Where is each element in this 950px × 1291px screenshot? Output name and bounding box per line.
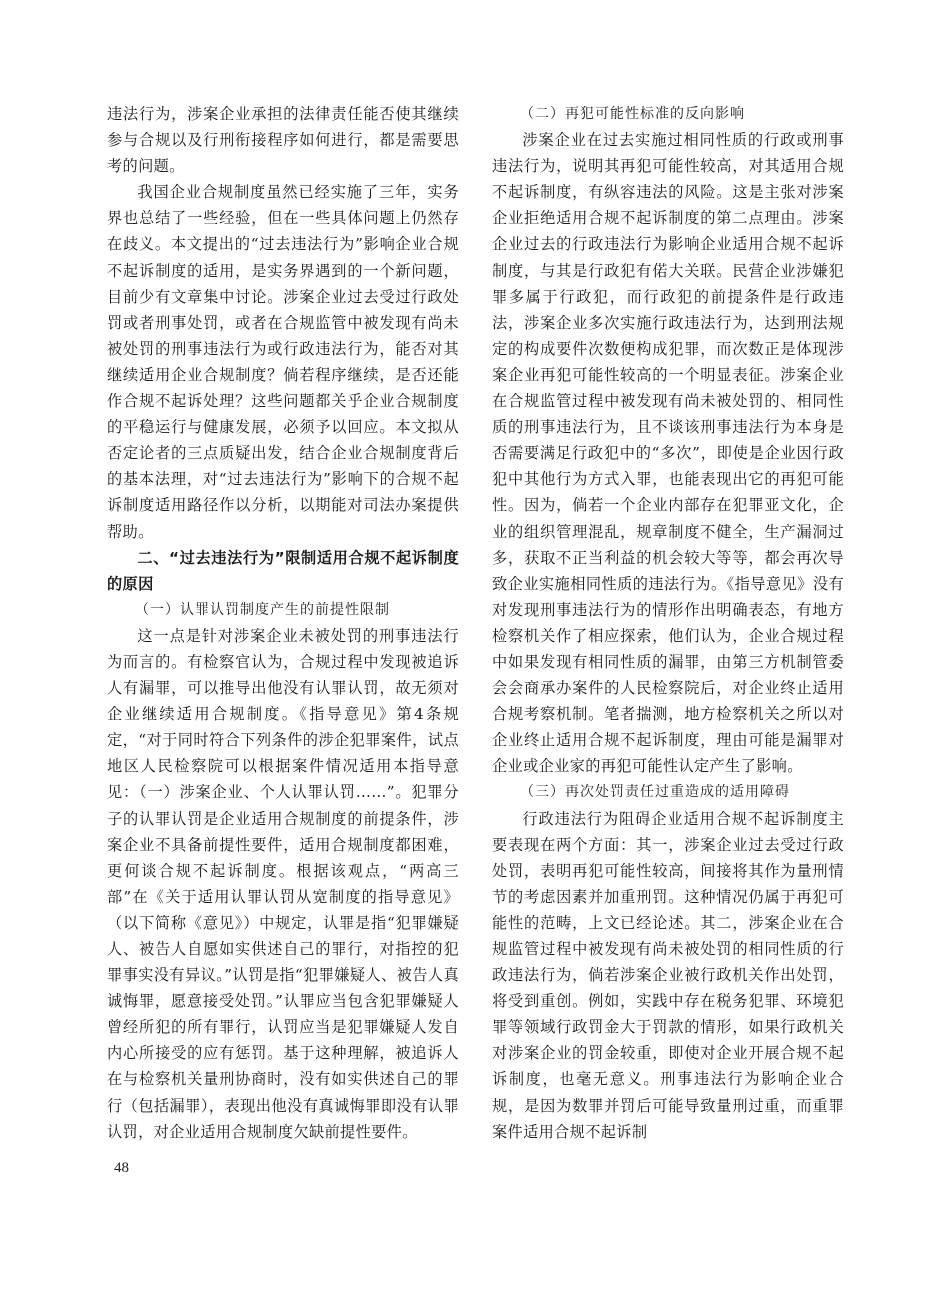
section-heading: 二、“过去违法行为”限制适用合规不起诉制度的原因 xyxy=(107,548,459,593)
paragraph: 行政违法行为阻碍企业适用合规不起诉制度主要表现在两个方面：其一，涉案企业过去受过行政处罚，表明再犯可能性较高，间接将其作为量刑情节的考虑因素并加重刑罚。这种情况仍属于再犯可能性的范畴，上文已经论述。其二，涉案企业在合规监管过程中被发现有尚未被处罚的相同性质的行政违法行为，倘若涉案企业被行政机关作出处罚，将受到重创。例如，实践中存在税务犯罪、环境犯罪等领域行政罚金大于罚款的情形，如果行政机关对涉案企业的罚金较重，即使对企业开展合规不起诉制度，也毫无意义。刑事违法行为影响企业合规，是因为数罪并罚后可能导致量刑过重，而重罪案件适用合规不起诉制 xyxy=(492,809,844,1141)
subsection-heading: （二）再犯可能性标准的反向影响 xyxy=(520,106,745,122)
subsection-heading: （三）再次处罚责任过重造成的适用障碍 xyxy=(520,784,790,801)
paragraph: 这一点是针对涉案企业未被处罚的刑事违法行为而言的。有检察官认为，合规过程中发现被追诉人有漏罪，可以推导出他没有认罪认罚，故无须对企业继续适用合规制度。《指导意见》第4条规定，“对于同时符合下列条件的涉企犯罪案件，试点地区人民检察院可以根据案件情况适用本指导意见：（一）涉案企业、个人认罪认罚……”。犯罪分子的认罪认罚是企业适用合规制度的前提条件，涉案企业不具备前提性要件，适用合规制度都困难，更何谈合规不起诉制度。根据该观点，“两高三部”在《关于适用认罪认罚从宽制度的指导意见》（以下简称《意见》）中规定，认罪是指“犯罪嫌疑人、被告人自愿如实供述自己的罪行，对指控的犯罪事实没有异议。”认罚是指“犯罪嫌疑人、被告人真诚悔罪，愿意接受处罚。”认罪应当包含犯罪嫌疑人曾经所犯的所有罪行，认罚应当是犯罪嫌疑人发自内心所接受的应有惩罚。基于这种理解，被追诉人在与检察机关量刑协商时，没有如实供述自己的罪行（包括漏罪），表现出他没有真诚悔罪即没有认罪认罚，对企业适用合规制度欠缺前提性要件。 xyxy=(107,626,459,1141)
right-column xyxy=(492,101,844,1145)
paragraph: 我国企业合规制度虽然已经实施了三年，实务界也总结了一些经验，但在一些具体问题上仍然存在歧义。本文提出的“过去违法行为”影响企业合规不起诉制度的适用，是实务界遇到的一个新问题，目前少有文章集中讨论。涉案企业过去受过行政处罚或者刑事处罚，或者在合规监管中被发现有尚未被处罚的刑事违法行为或行政违法行为，能否对其继续适用企业合规制度？倘若程序继续，是否还能作合规不起诉处理？这些问题都关乎企业合规制度的平稳运行与健康发展，必须予以回应。本文拟从否定论者的三点质疑出发，结合企业合规制度背后的基本法理，对“过去违法行为”影响下的合规不起诉制度适用路径作以分析，以期能对司法办案提供帮助。 xyxy=(107,183,459,541)
left-column xyxy=(107,101,459,1145)
page-number: 48 xyxy=(114,1160,129,1176)
subsection-heading: （一）认罪认罚制度产生的前提性限制 xyxy=(135,601,390,618)
paragraph: 违法行为，涉案企业承担的法律责任能否使其继续参与合规以及行刑衔接程序如何进行，都是需要思考的问题。 xyxy=(107,105,459,176)
paragraph: 涉案企业在过去实施过相同性质的行政或刑事违法行为，说明其再犯可能性较高，对其适用合规不起诉制度，有纵容违法的风险。这是主张对涉案企业拒绝适用合规不起诉制度的第二点理由。涉案企业过去的行政违法行为影响企业适用合规不起诉制度，与其是行政犯有偌大关联。民营企业涉嫌犯罪多属于行政犯，而行政犯的前提条件是行政违法，涉案企业多次实施行政违法行为，达到刑法规定的构成要件次数便构成犯罪，而次数正是体现涉案企业再犯可能性较高的一个明显表征。涉案企业在合规监管过程中被发现有尚未被处罚的、相同性质的刑事违法行为，且不谈该刑事违法行为本身是否需要满足行政犯中的“多次”，即使是企业因行政犯中其他行为方式入罪，也能表现出它的再犯可能性。因为，倘若一个企业内部存在犯罪亚文化，企业的组织管理混乱，规章制度不健全，生产漏洞过多，获取不正当利益的机会较大等等，都会再次导致企业实施相同性质的违法行为。《指导意见》没有对发现刑事违法行为的情形作出明确表态，有地方检察机关作了相应探索，他们认为，企业合规过程中如果发现有相同性质的漏罪，由第三方机制管委会会商承办案件的人民检察院后，对企业终止适用合规考察机制。笔者揣测，地方检察机关之所以对企业终止适用合规不起诉制度，理由可能是漏罪对企业或企业家的再犯可能性认定产生了影响。 xyxy=(492,131,844,776)
